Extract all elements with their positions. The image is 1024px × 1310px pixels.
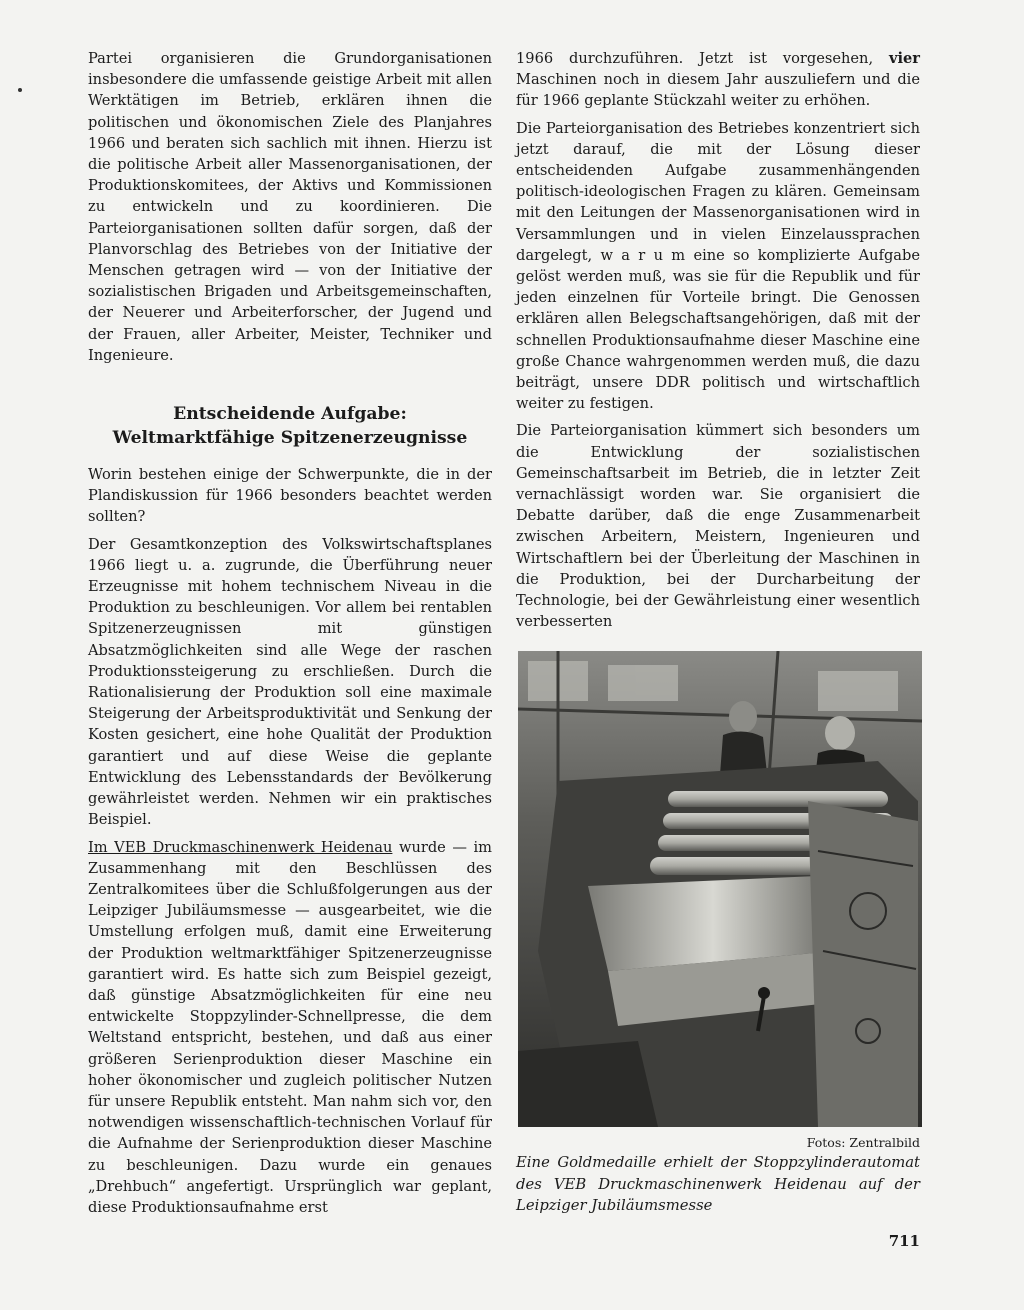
left-paragraph-2: Worin bestehen einige der Schwerpunkte, die in der Plandiskussion für 1966 besonders beachtet werden sollten? [88, 466, 492, 526]
right-paragraph-2: Die Parteiorganisation des Betriebes konzentriert sich jetzt darauf, die mit der Lösung dieser entscheidenden Aufgabe zusammenhängenden politisch-ideologischen Fragen zu klären. Gemeinsam mit den Leitungen der Massenorganisationen wird in Versammlungen und in vielen Einzelaussprachen dargelegt, w a r u m eine so komplizierte Aufgabe gelöst werden muß, was sie für die Republik und für jeden einzelnen für Vorteile bringt. Die Genossen erklären allen Belegschaftsangehörigen, daß mit der schnellen Produktionsaufnahme dieser Maschine eine große Chance wahrgenommen werden muß, die dazu beiträgt, unsere DDR politisch und wirtschaftlich weiter zu festigen. [516, 119, 920, 413]
left-paragraph-4-rest: wurde — im Zusammenhang mit den Beschlüssen des Zentralkomitees über die Schlußfolgerungen aus der Leipziger Jubiläumsmesse — ausgearbeitet, wie die Umstellung erfolgen muß, damit eine Erweiterung der Produktion weltmarktfähiger Spitzenerzeugnisse garantiert wird. Es hatte sich zum Beispiel gezeigt, daß günstige Absatzmöglichkeiten für eine neu entwickelte Stoppzylinder-Schnellpresse, die dem Weltstand entspricht, bestehen, und daß aus einer größeren Serienproduktion dieser Maschine ein hoher ökonomischer und zugleich politischer Nutzen für unsere Republik entsteht. Man nahm sich vor, den notwendigen wissenschaftlich-technischen Vorlauf für die Aufnahme der Serienproduktion dieser Maschine zu beschleunigen. Dazu wurde ein genaues „Drehbuch“ angefertigt. Ursprünglich war geplant, diese Produktionsaufnahme erst [88, 838, 492, 1216]
page-number: 711 [888, 1232, 920, 1250]
right-paragraph-3: Die Parteiorganisation kümmert sich besonders um die Entwicklung der sozialistischen Gemeinschaftsarbeit im Betrieb, die in letzter Zeit vernachlässigt worden war. Sie organisiert die Debatte darüber, daß die enge Zusammenarbeit zwischen Arbeitern, Meistern, Ingenieuren und Wirtschaftlern bei der Überleitung der Maschinen in die Produktion, bei der Durcharbeitung der Technologie, bei der Gewährleistung einer wesentlich verbesserten [516, 422, 920, 631]
left-paragraph-1: Partei organisieren die Grundorganisationen insbesondere die umfassende geistige Arbeit mit allen Werktätigen im Betrieb, erklären ihnen die politischen und ökonomischen Ziele des Planjahres 1966 und beraten sich sachlich mit ihnen. Hierzu ist die politische Arbeit aller Massenorganisationen, der Produktionskomitees, der Aktivs und Kommissionen zu entwickeln und zu koordinieren. Die Parteiorganisationen sollten dafür sorgen, daß der Planvorschlag des Betriebes von der Initiative der Menschen getragen wird — von der Initiative der sozialistischen Brigaden und Arbeitsgemeinschaften, der Neuerer und Arbeiterforscher, der Jugend und der Frauen, aller Arbeiter, Meister, Techniker und Ingenieure. [88, 50, 492, 364]
printing-press-photo [518, 651, 922, 1127]
right-paragraph-1 [516, 48, 920, 112]
underlined-phrase: Im VEB Druckmaschinenwerk Heidenau [88, 838, 393, 856]
photo-illustration [518, 651, 922, 1127]
scan-speck [18, 88, 22, 92]
section-heading [88, 402, 492, 450]
section-heading-line-2: Weltmarktfähige Spitzenerzeugnisse [112, 428, 468, 449]
left-paragraph-4 [88, 837, 492, 1219]
left-column [88, 48, 492, 1224]
photo-credit: Fotos: Zentralbild [806, 1135, 920, 1150]
left-paragraph-3: Der Gesamtkonzeption des Volkswirtschaftsplanes 1966 liegt u. a. zugrunde, die Überführung neuer Erzeugnisse mit hohem technischem Niveau in die Produktion zu beschleunigen. Vor allem bei rentablen Spitzenerzeugnissen mit günstigen Absatzmöglichkeiten sind alle Wege der raschen Produktionssteigerung zu erschließen. Durch die Rationalisierung der Produktion soll eine maximale Steigerung der Arbeitsproduktivität und Senkung der Kosten gesichert, eine hohe Qualität der Produktion garantiert und auf diese Weise die geplante Entwicklung des Lebensstandards der Bevölkerung gewährleistet werden. Nehmen wir ein praktisches Beispiel. [88, 535, 492, 829]
right-paragraph-1-end: Maschinen noch in diesem Jahr auszuliefern und die für 1966 geplante Stückzahl weiter zu erhöhen. [516, 71, 920, 110]
emphasis-vier: vier [889, 50, 920, 67]
right-column [516, 48, 920, 638]
photo-caption: Eine Goldmedaille erhielt der Stoppzylinderautomat des VEB Druckmaschinenwerk Heidenau auf der Leipziger Jubiläumsmesse [516, 1154, 920, 1214]
section-heading-line-1: Entscheidende Aufgabe: [173, 404, 407, 425]
right-paragraph-1-start: 1966 durchzuführen. Jetzt ist vorgesehen, [516, 50, 889, 67]
